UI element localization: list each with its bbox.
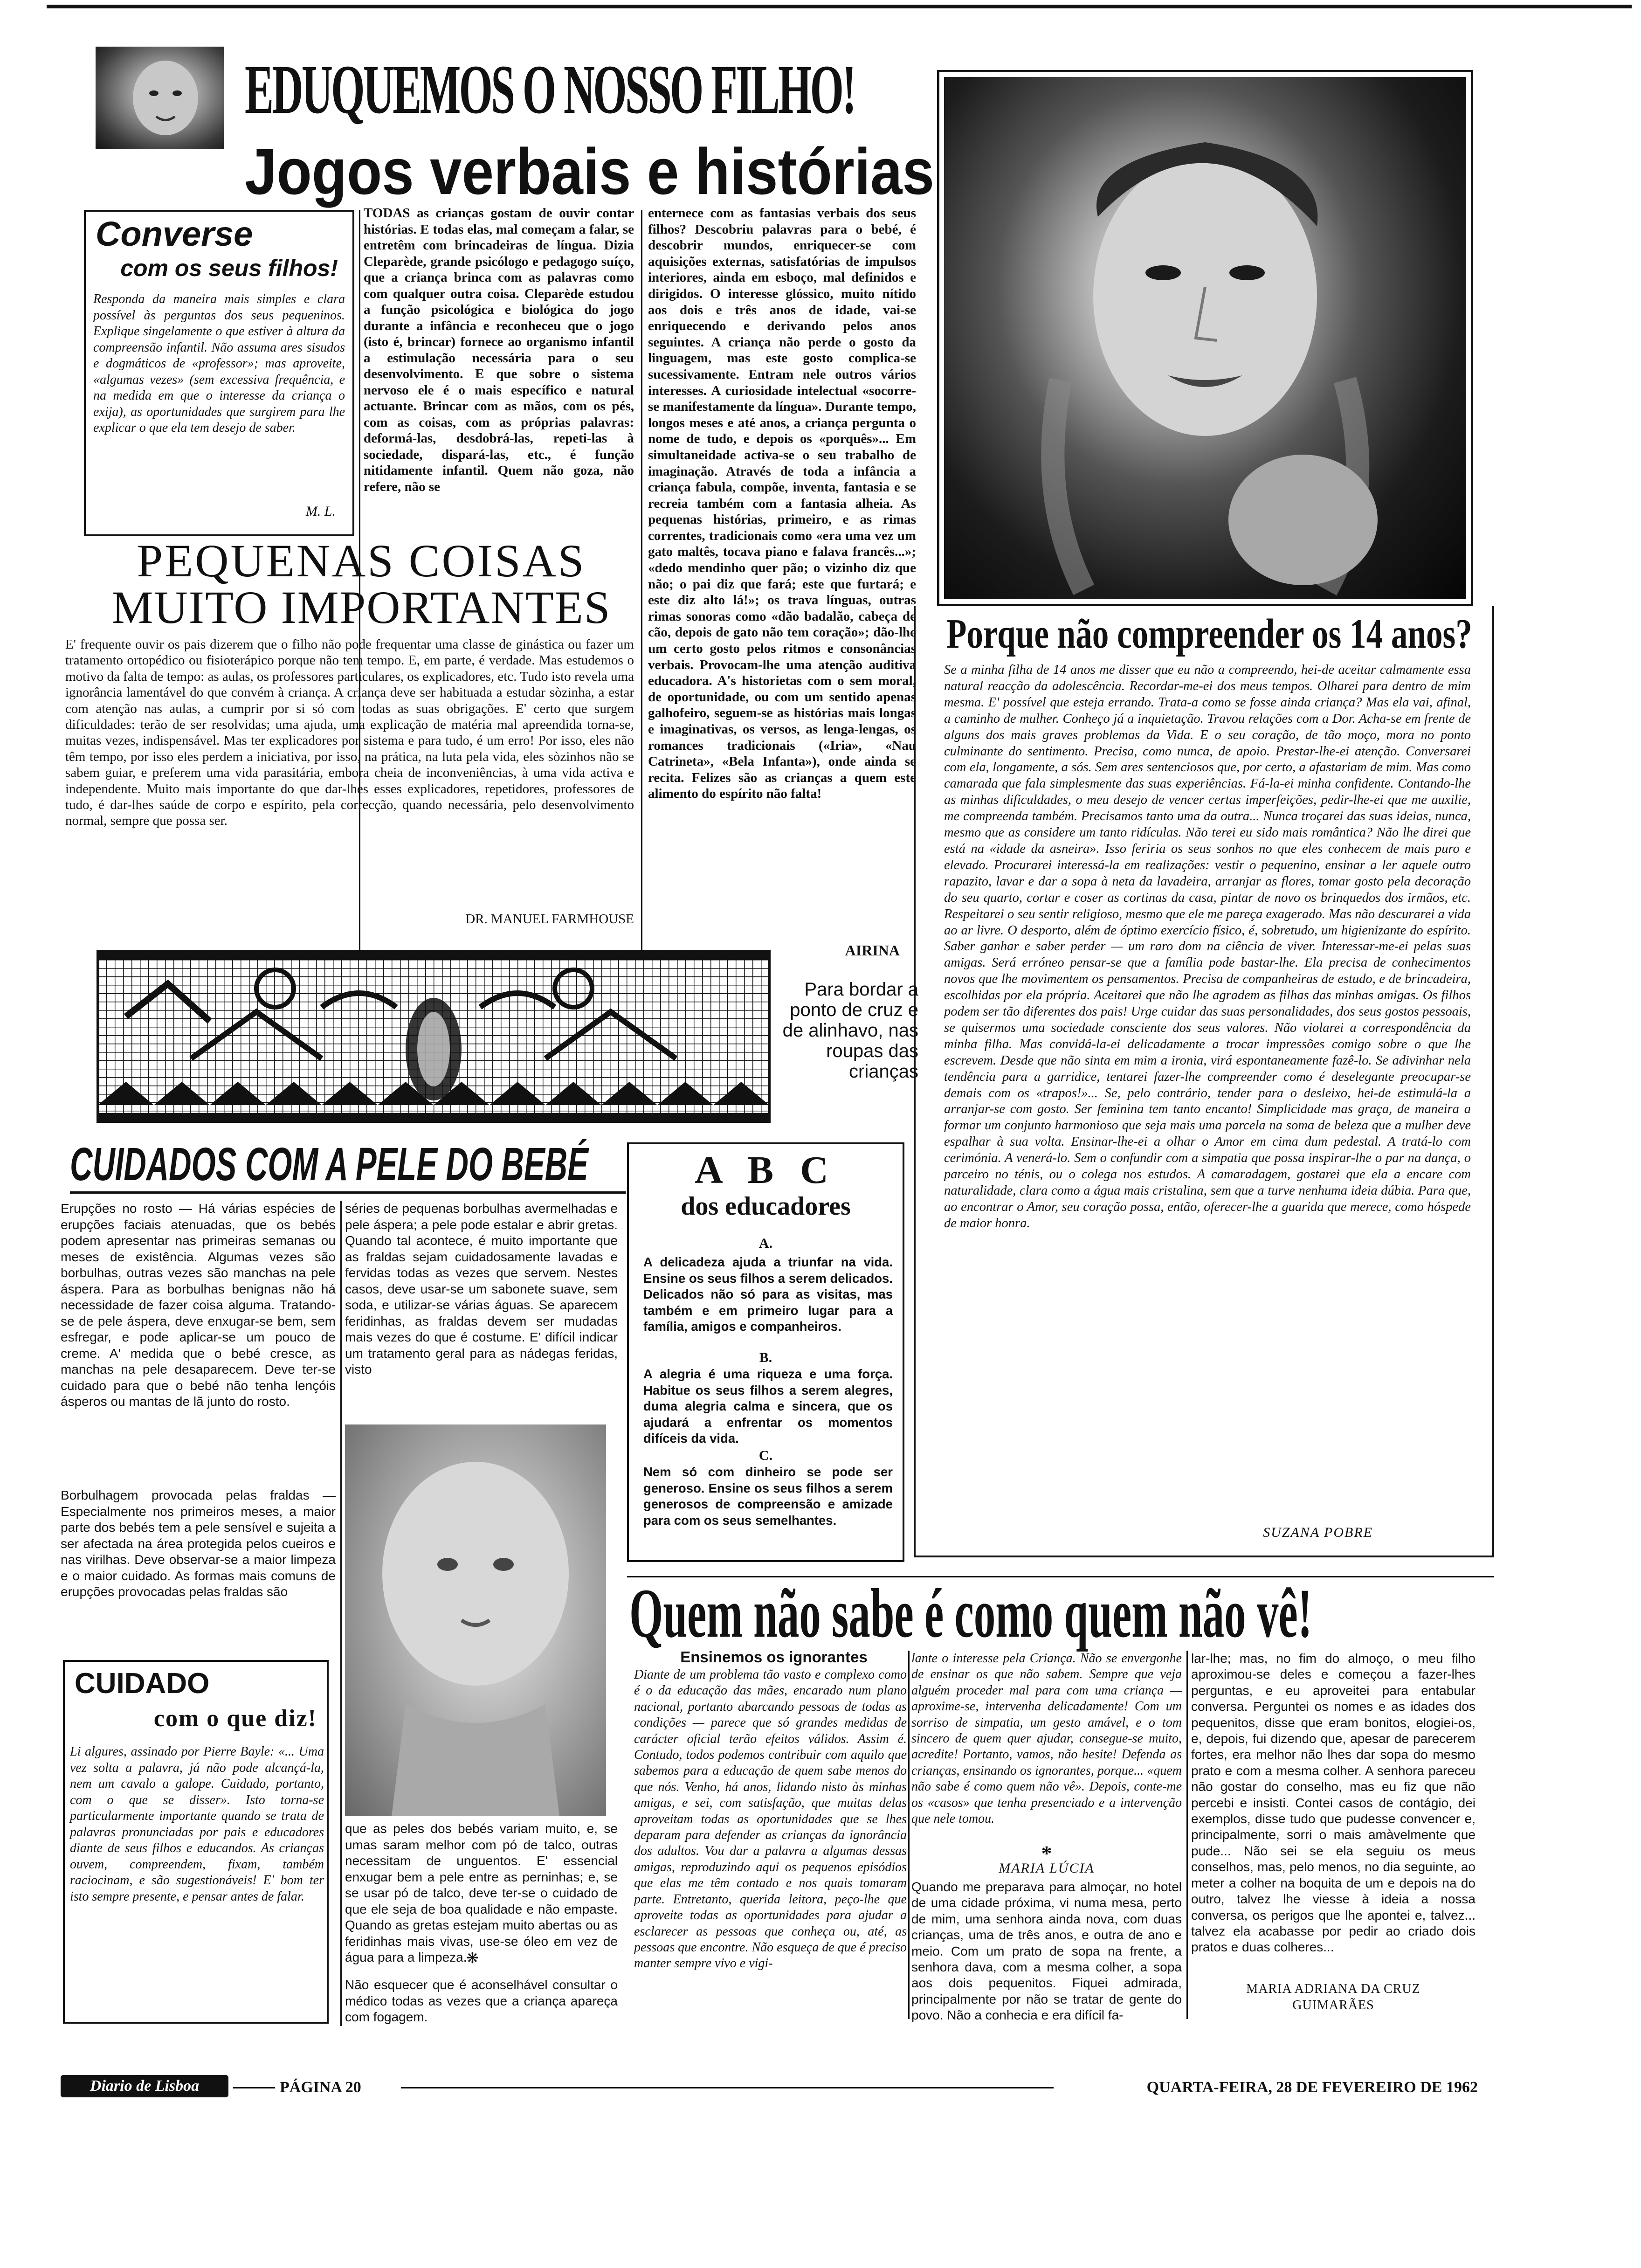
quem-title: Quem não sabe é como quem não vê! — [629, 1575, 1312, 1652]
cuidados-column-2: séries de pequenas borbulhas avermelhadas e pele áspera; a pele pode estalar e abrir gretas. Quando tal acontece, é muito importante que as fraldas sejam cuidadosamente lavadas e fervidas todas as vezes que servem. Nestes casos, deve usar-se um sabonete suave, sem soda, e utilizar-se várias águas. Se aparecem feridinhas, as fraldas devem ser mudadas mais vezes do que é costume. E' difícil indicar um tratamento geral para as nádegas feridas, visto — [345, 1201, 618, 1376]
cuidados-title: CUIDADOS COM A PELE DO BEBÉ — [70, 1138, 626, 1194]
cuidados-column-2c: Não esquecer que é aconselhável consultar o médico todas as vezes que a criança apareça com fogagem. — [345, 1978, 618, 2024]
porque-signature: SUZANA POBRE — [1263, 1525, 1373, 1540]
baby-icon — [345, 1424, 606, 1816]
child-face-icon — [96, 47, 224, 149]
baby-photo — [345, 1424, 606, 1816]
quem-column-2a: lante o interesse pela Criança. Não se envergonhe de ensinar os que não sabem. Sempre que veja alguém proceder mal para com uma criança — aproxime-se, intervenha delicadamente! Com um sorriso de simpatia, um gesto amável, e o tom sincero de quem quer ajudar, consegue-se muito, acredite! Portanto, vamos, não hesite! Defenda as crianças, ensinando os ignorantes, porque... «quem não sabe é como quem não vê». Depois, conte-me os «casos» que tenha presenciado e a intervenção que nele tomou. — [911, 1651, 1182, 1826]
subtitle: Jogos verbais e histórias — [245, 135, 935, 208]
quem-signature-2a: MARIA ADRIANA DA CRUZ — [1246, 1982, 1420, 1996]
column-rule — [1186, 1651, 1188, 2019]
column-rule — [340, 1201, 342, 2026]
separator-star-icon: ❋ — [466, 1950, 479, 1966]
abc-b-text: A alegria é uma riqueza e uma força. Habitue os seus filhos a serem alegres, duma alegria calma e sincera, que os ajudará a enfrentar os momentos difíceis da vida. — [643, 1367, 893, 1445]
porque-title: Porque não compreender os 14 anos? — [946, 611, 1472, 657]
converse-text: Responda da maneira mais simples e clara possível às perguntas dos seus pequeninos. Explique singelamente o que estiver à altura da compreensão infantil. Não assuma ares sisudos e dogmáticos de «professor»; mas aproveite, «algumas vezes» (sem excessiva frequência, e na medida em que o interesse da criança o exija), as oportunidades que surgirem para lhe explicar o que ela tem desejo de saber. — [93, 292, 345, 435]
jogos-column-2: enternece com as fantasias verbais dos seus filhos? Descobriu palavras para o bebé, é descobrir mundos, enriquecer-se com aquisições externas, satisfatórias de impulsos interiores, ainda em esboço, mal definidos e dirigidos. O interesse glóssico, muito nítido aos dois e três anos de idade, vai-se enriquecendo e derivando pelos anos seguintes. A criança não perde o gosto da linguagem, mas este gosto complica-se sucessivamente. Entram nele outros vários interesses. A curiosidade intelectual «socorre-se manifestamente da língua». Durante tempo, longos meses e até anos, a criança pergunta o nome de tudo, e depois os «porquês»... Em simultaneidade activa-se o seu trabalho de imaginação. Através de toda a infância a criança fabula, compõe, inventa, fantasia e se recreia também com a fantasia alheia. As pequenas histórias, primeiro, e as rimas correntes, tradicionais como «era uma vez um gato maltês, tocava piano e falava francês...»; «dedo mendinho quer pão; o vizinho diz que não; o pai diz que fará; este que furtará; e este diz alto lá!»; os trava línguas, outras rimas sonoras como «dão badalão, cabeça de cão, depois de gato não tem coração»; dão-lhe um certo gosto pelos ritmos e consonâncias verbais. Provocam-lhe uma atenção auditiva educadora. A's historietas com o sem moral, de oportunidade, ou com um sentido apenas galhofeiro, seguem-se as histórias mais longas e imaginativas, os versos, as lenga-lengas, os romances tradicionais («Iria», «Nau Catrineta», «Bela Infanta»), onde ainda se recita. Felizes são as crianças a quem este alimento do espírito não falta! — [648, 206, 916, 802]
abc-b-label: B. — [759, 1350, 772, 1365]
footer-rule — [233, 2087, 275, 2088]
page-number: PÁGINA 20 — [280, 2079, 361, 2096]
quem-column-2b: Quando me preparava para almoçar, no hotel de uma cidade próxima, vi numa mesa, perto de mim, uma senhora ainda nova, com duas crianças, uma de três anos, e outra de ano e meio. Com um prato de sopa na frente, a senhora dava, com a mesma colher, a sopa aos dois pequenitos. Fiquei admirada, principalmente por não se tratar de gente do povo. Não a conhecia e era difícil fa- — [911, 1880, 1182, 2023]
quem-star: * — [1041, 1841, 1052, 1865]
converse-subtitle: com os seus filhos! — [120, 255, 338, 281]
footer-rule — [401, 2087, 1054, 2088]
quem-signature-2b: GUIMARÃES — [1292, 1998, 1374, 2012]
cuidado-subtitle: com o que diz! — [153, 1705, 317, 1732]
woman-portrait-icon — [944, 77, 1466, 599]
issue-date: QUARTA-FEIRA, 28 DE FEVEREIRO DE 1962 — [1146, 2079, 1478, 2096]
abc-a-label: A. — [758, 1236, 773, 1251]
main-title: EDUQUEMOS O NOSSO FILHO! — [245, 51, 855, 128]
pequenas-signature: DR. MANUEL FARMHOUSE — [465, 912, 634, 927]
quem-subtitle: Ensinemos os ignorantes — [680, 1648, 868, 1666]
top-rule — [47, 5, 1632, 8]
jogos-column-1: TODAS as crianças gostam de ouvir contar histórias. E todas elas, mal começam a falar, se entretêm com brincadeiras de língua. Dizia Cleparède, grande psicólogo e pedagogo suíço, que a criança brinca com as palavras como com qualquer outra coisa. Cleparède estudou a função psicológica e biológica do jogo durante a infância e reconheceu que o jogo (isto é, brincar) fornece ao organismo infantil a estimulação necessária para o seu desenvolvimento. E que sobre o sistema nervoso ele é o mais específico e natural actuante. Brincar com as mãos, com os pés, com as coisas, com as próprias palavras: deformá-las, desdobrá-las, repeti-las à sociedade, dispará-las, etc., é função nitidamente infantil. Quem não goza, não refere, não se — [364, 206, 634, 494]
cuidados-column-2b: que as peles dos bebés variam muito, e, se umas saram melhor com pó de talco, outras necessitam de unguentos. E' essencial enxugar bem a pele entre as perninhas; e, se se usar pó de talco, deve ter-se o cuidado de que ele seja de boa qualidade e não empaste. Quando as gretas estejam muito abertas ou as feridinhas mais vivas, use-se óleo em vez de água para a limpeza. — [345, 1821, 618, 1964]
pequenas-title-1: PEQUENAS COISAS — [137, 535, 586, 587]
embroidery-pattern — [98, 951, 769, 1121]
converse-title: Converse — [96, 214, 253, 253]
porque-text: Se a minha filha de 14 anos me disser que eu não a compreendo, hei-de aceitar calmamente essa natural reacção da adolescência. Recordar-me-ei dos meus tempos. Olharei para dentro de mim mesma. E' possível que esteja errando. Trata-a como se fosse ainda criança? Mas ela vai, afinal, a caminho de mulher. Conheço já a inquietação. Travou relações com a Dor. Acha-se em frente de alguns dos mais graves problemas da Vida. E o seu coração, de tão moço, mora no ponto culminante do sentimento. Precisa, como nunca, de apoio. Prestar-lhe-ei atenção. Conversarei com ela, longamente, a sós. Sem ares sentenciosos que, por certo, a afastariam de mim. Mas como camarada que fala simplesmente das suas experiências. Fá-la-ei minha confidente. Contando-lhe as minhas dificuldades, o meu desejo de vencer certas imperfeições, pedir-lhe-ei que me auxilie, me compreenda também. Precisamos tanto uma da outra... Nunca troçarei das suas ideias, nunca, mesmo que as considere um tanto ridículas. Não terei eu sido mais romântica? Não lhe direi que está na «idade da asneira». Isso feriria os seus sonhos no que eles conhecem de mais puro e elevado. Procurarei interessá-la em realizações: vestir o pequenino, ensinar a ler aquele outro rapazito, lavar e dar a sopa à neta da lavadeira, arranjar as flores, tomar gosto pela decoração do seu quarto, cortar e coser as cortinas da casa, pintar de novo os brinquedos dos irmãos, etc. Respeitarei o seu sentir religioso, mesmo que ele me pareça exagerado. Mas não descurarei a vida ao ar livre. O desporto, além de óptimo exercício físico, é, sobretudo, um higienizante do espírito. Saber ganhar e saber perder — um raro dom na ciência de viver. Interessar-me-ei pelas suas amigas. Será erróneo pensar-se que a família pode bastar-lhe. Ela precisa de conhecimentos novos que lhe movimentem os pensamentos. Precisa de companheiras de estudo, e de brincadeira, escolhidas por ela própria. Aceitarei que não lhe agradem as filhas das minhas amigas. Os filhos podem ser tão diferentes dos pais! Urge cuidar das suas personalidades, dos seus gostos pessoais, se quisermos uma sociedade consciente dos seus valores. Não violarei a correspondência da minha filha. Mas convidá-la-ei delicadamente a trocar impressões comigo sobre o que lhe escrevem. Desde que não sinta em mim a ironia, virá espontaneamente fazê-lo. Se adivinhar nela tendência para a garridice, tentarei fazer-lhe compreender como é deselegante preocupar-se demais com os «trapos!»... Se, pelo contrário, tender para o desleixo, hei-de estimulá-la a arranjar-se com gosto. Ser feminina tem tanto encanto! Simplicidade mas graça, de maneira a formar um conjunto harmonioso que seja mais uma parcela na soma de beleza que a mulher deve espalhar à sua volta. Ensinar-lhe-ei a olhar o Amor em cima dum pedestal. A tratá-lo com cerimónia. A venerá-lo. Sem o confundir com a simpatia que possa inspirar-lhe o par na dança, o parceiro no ténis, ou o colega nos estudos. A camaradagem, gostarei que ela a encare com naturalidade, clara como a água mais cristalina, sem que a turve nenhuma ideia dúbia. Para que, ao encontrar o Amor, seu coração possa, então, oferecer-lhe a guarida que merece, como hóspede de maior honra. — [944, 663, 1471, 1231]
column-rule — [908, 1651, 910, 2019]
abc-subtitle: dos educadores — [681, 1192, 851, 1221]
quem-column-3: lar-lhe; mas, no fim do almoço, o meu filho aproximou-se deles e começou a fazer-lhes perguntas, e eu aproveitei para entabular conversa. Perguntei os nomes e as idades dos pequenitos, disse que eram bonitos, elogiei-os, e, depois, fui dizendo que, apesar de parecerem fortes, era melhor não lhes dar sopa do mesmo prato e com a mesma colher. A senhora pareceu não gostar do conselho, mas eu fiz que não percebi e insisti. Contei casos de contágio, dei exemplos, disse tudo que pudesse convencer e, principalmente, sorri o mais amàvelmente que pude... Não sei se ela seguiu os meus conselhos, mas, pelo menos, no dia seguinte, ao meter a colher na boquita de um e depois na do outro, talvez lhe viesse à ideia a nossa conversa, os perigos que lhe apontei e, talvez... talvez ela acabasse por pedir ao criado dois pratos e duas colheres... — [1191, 1651, 1476, 1955]
cross-stitch-pattern-icon — [98, 951, 769, 1121]
quem-signature-1: MARIA LÚCIA — [999, 1860, 1095, 1876]
cuidado-title: CUIDADO — [75, 1667, 210, 1700]
abc-c-text: Nem só com dinheiro se pode ser generoso. Ensine os seus filhos a serem generosos de compreensão e amizade para com os seus semelhantes. — [643, 1465, 893, 1528]
pequenas-text: E' frequente ouvir os pais dizerem que o filho não pode frequentar uma classe de ginástica ou fazer um tratamento ortopédico ou fisioterápico porque não tem tempo. E, em parte, é verdade. Mas estudemos o motivo da falta de tempo: as aulas, os professores particulares, os explicadores, etc. Tudo isto revela uma ignorância lamentável do que convém à criança. A criança deve ser habituada a estudar sòzinha, a estar com atenção nas aulas, a cumprir por si só com todas as suas obrigações. E' certo que surgem dificuldades: terão de ser resolvidas; uma ajuda, uma explicação de matéria mal apreendida torna-se, muitas vezes, indispensável. Mas ter explicadores por sistema e para tudo, é um erro! Por isso, eles não têm tempo, por isso eles perdem a iniciativa, por isso, na prática, na luta pela vida, eles sòzinhos não se sabem guiar, e preferem uma vida parasitária, embora cheia de inconveniências, à uma vida activa e independente. Muito mais importante do que dar-lhes esses explicadores, repetidores, professores de tudo, é dar-lhes saúde de corpo e espírito, pela correcção, quando necessária, pelo desenvolvimento normal, sempre que possa ser. — [65, 637, 634, 829]
cuidados-column-1: Erupções no rosto — Há várias espécies de erupções faciais atenuadas, que os bebés podem apresentar nas primeiras semanas ou meses de existência. Algumas vezes são borbulhas, outras vezes são manchas na pele áspera. Para as borbulhas benignas não há necessidade de fazer coisa alguma. Tratando-se de pele áspera, deve enxugar-se bem, sem esfregar, e pode aplicar-se um pouco de creme. A' medida que o bebé cresce, as manchas na pele desaparecem. Deve ter-se cuidado para que o bebé não tenha lençóis ásperos ou mantas de lã junto do rosto. — [61, 1201, 336, 1409]
column-rule — [641, 210, 642, 975]
child-photo-thumbnail — [96, 47, 224, 149]
abc-a-text: A delicadeza ajuda a triunfar na vida. Ensine os seus filhos a serem delicados. Delicados não só para as visitas, mas também e em primeiro lugar para a família, amigos e companheiros. — [643, 1255, 893, 1334]
pequenas-title-2: MUITO IMPORTANTES — [111, 581, 611, 633]
quem-column-1: Diante de um problema tão vasto e complexo como é o da educação das mães, encarado num plano nacional, portanto abarcando pessoas de todas as condições — parece que só grandes medidas de carácter oficial terão efeitos válidos. Assim é. Contudo, todos podemos contribuir com aquilo que sabemos para a educação de quem sabe menos do que nós. Venho, há anos, lidando nisto às minhas amigas, e sei, com satisfação, que muitas delas aproveitam todas as oportunidades que se lhes deparam para defender as crianças da ignorância dos adultos. Vou dar a palavra a algumas dessas amigas, reproduzindo aqui os pequenos episódios que elas me têm contado e nos quais tomaram parte. Entretanto, querida leitora, peço-lhe que aproveite todas as oportunidades para ajudar a esclarecer as pessoas que conheça ou, até, as pessoas que encontre. Não esqueça de que é preciso manter sempre vivo e vigi- — [634, 1667, 907, 1971]
portrait-photo — [944, 77, 1466, 599]
cuidado-text: Li algures, assinado por Pierre Bayle: «... Uma vez solta a palavra, já não pode alcançá-la, nem um cavalo a galope. Cuidado, portanto, com o que se disser». Isto torna-se particularmente importante quando se trata de palavras pronunciadas por pais e educadores diante de seus filhos e educandos. As crianças ouvem, compreendem, fixam, também raciocinam, e são sugestionáveis! E' bom ter isto sempre presente, e pensar antes de falar. — [70, 1744, 324, 1904]
abc-title: A B C — [695, 1148, 837, 1192]
abc-c-label: C. — [758, 1448, 773, 1463]
converse-signature: M. L. — [305, 504, 336, 519]
cuidados-column-1b: Borbulhagem provocada pelas fraldas — Especialmente nos primeiros meses, a maior parte dos bebés tem a pele sensível e sujeita a ser afectada na área protegida pelos cueiros e nas virilhas. Deve observar-se a maior limpeza e o maior cuidado. As formas mais comuns de erupções provocadas pelas fraldas são — [61, 1488, 336, 1599]
newspaper-logo: Diario de Lisboa — [61, 2075, 228, 2097]
jogos-signature: AIRINA — [845, 942, 900, 959]
embroidery-caption: Para bordar a ponto de cruz e de alinhavo, nas roupas das crianças — [782, 979, 918, 1082]
